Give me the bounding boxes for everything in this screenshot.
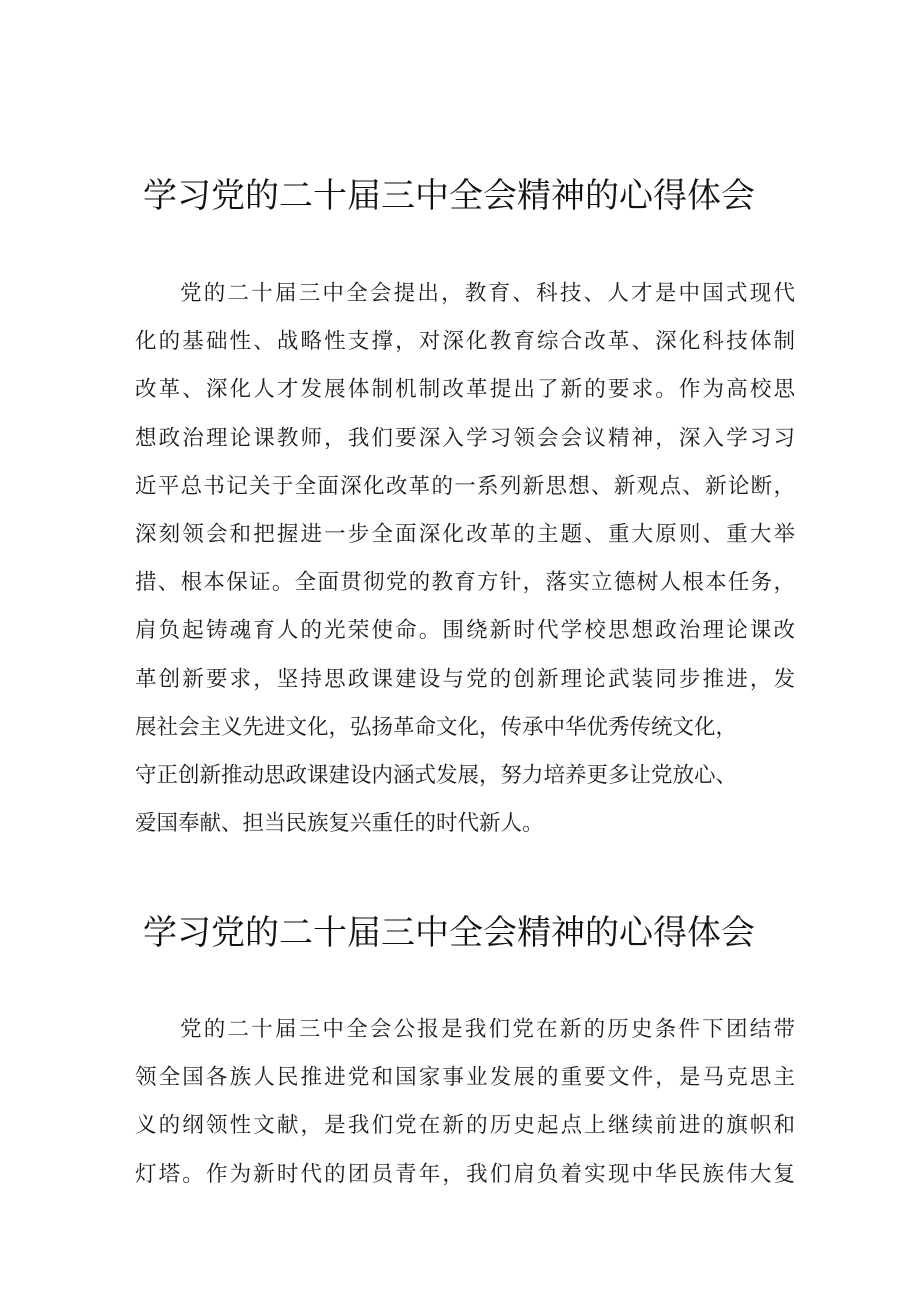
- section-2-title: 学习党的二十届三中全会精神的心得体会: [143, 913, 755, 953]
- paragraph-line: 守正创新推动思政课建设内涵式发展，努力培养更多让党放心、: [135, 762, 738, 788]
- paragraph-line: 展社会主义先进文化，弘扬革命文化，传承中华优秀传统文化，: [135, 714, 738, 740]
- section-2-paragraph: [135, 1006, 795, 1199]
- paragraph-line: 近平总书记关于全面深化改革的一系列新思想、新观点、新论断，: [135, 473, 795, 499]
- paragraph-line: 深刻领会和把握进一步全面深化改革的主题、重大原则、重大举: [135, 521, 795, 547]
- paragraph-line: 党的二十届三中全会提出，教育、科技、人才是中国式现代: [180, 281, 795, 306]
- paragraph-line: 改革、深化人才发展体制机制改革提出了新的要求。作为高校思: [135, 377, 795, 403]
- paragraph-line: 领全国各族人民推进党和国家事业发展的重要文件，是马克思主: [135, 1065, 795, 1091]
- paragraph-line: 想政治理论课教师，我们要深入学习领会会议精神，深入学习习: [135, 425, 795, 451]
- section-1-title: 学习党的二十届三中全会精神的心得体会: [143, 176, 755, 216]
- paragraph-line: 党的二十届三中全会公报是我们党在新的历史条件下团结带: [180, 1017, 795, 1042]
- paragraph-line: 爱国奉献、担当民族复兴重任的时代新人。: [135, 811, 544, 837]
- paragraph-line: 措、根本保证。全面贯彻党的教育方针，落实立德树人根本任务，: [135, 570, 795, 596]
- paragraph-line: 革创新要求，坚持思政课建设与党的创新理论武装同步推进，发: [135, 666, 795, 692]
- paragraph-line: 化的基础性、战略性支撑，对深化教育综合改革、深化科技体制: [135, 329, 795, 355]
- paragraph-line: 义的纲领性文献，是我们党在新的历史起点上继续前进的旗帜和: [135, 1113, 795, 1139]
- section-1-paragraph: [135, 270, 795, 848]
- paragraph-line: 灯塔。作为新时代的团员青年，我们肩负着实现中华民族伟大复: [135, 1161, 795, 1187]
- paragraph-line: 肩负起铸魂育人的光荣使命。围绕新时代学校思想政治理论课改: [135, 618, 795, 644]
